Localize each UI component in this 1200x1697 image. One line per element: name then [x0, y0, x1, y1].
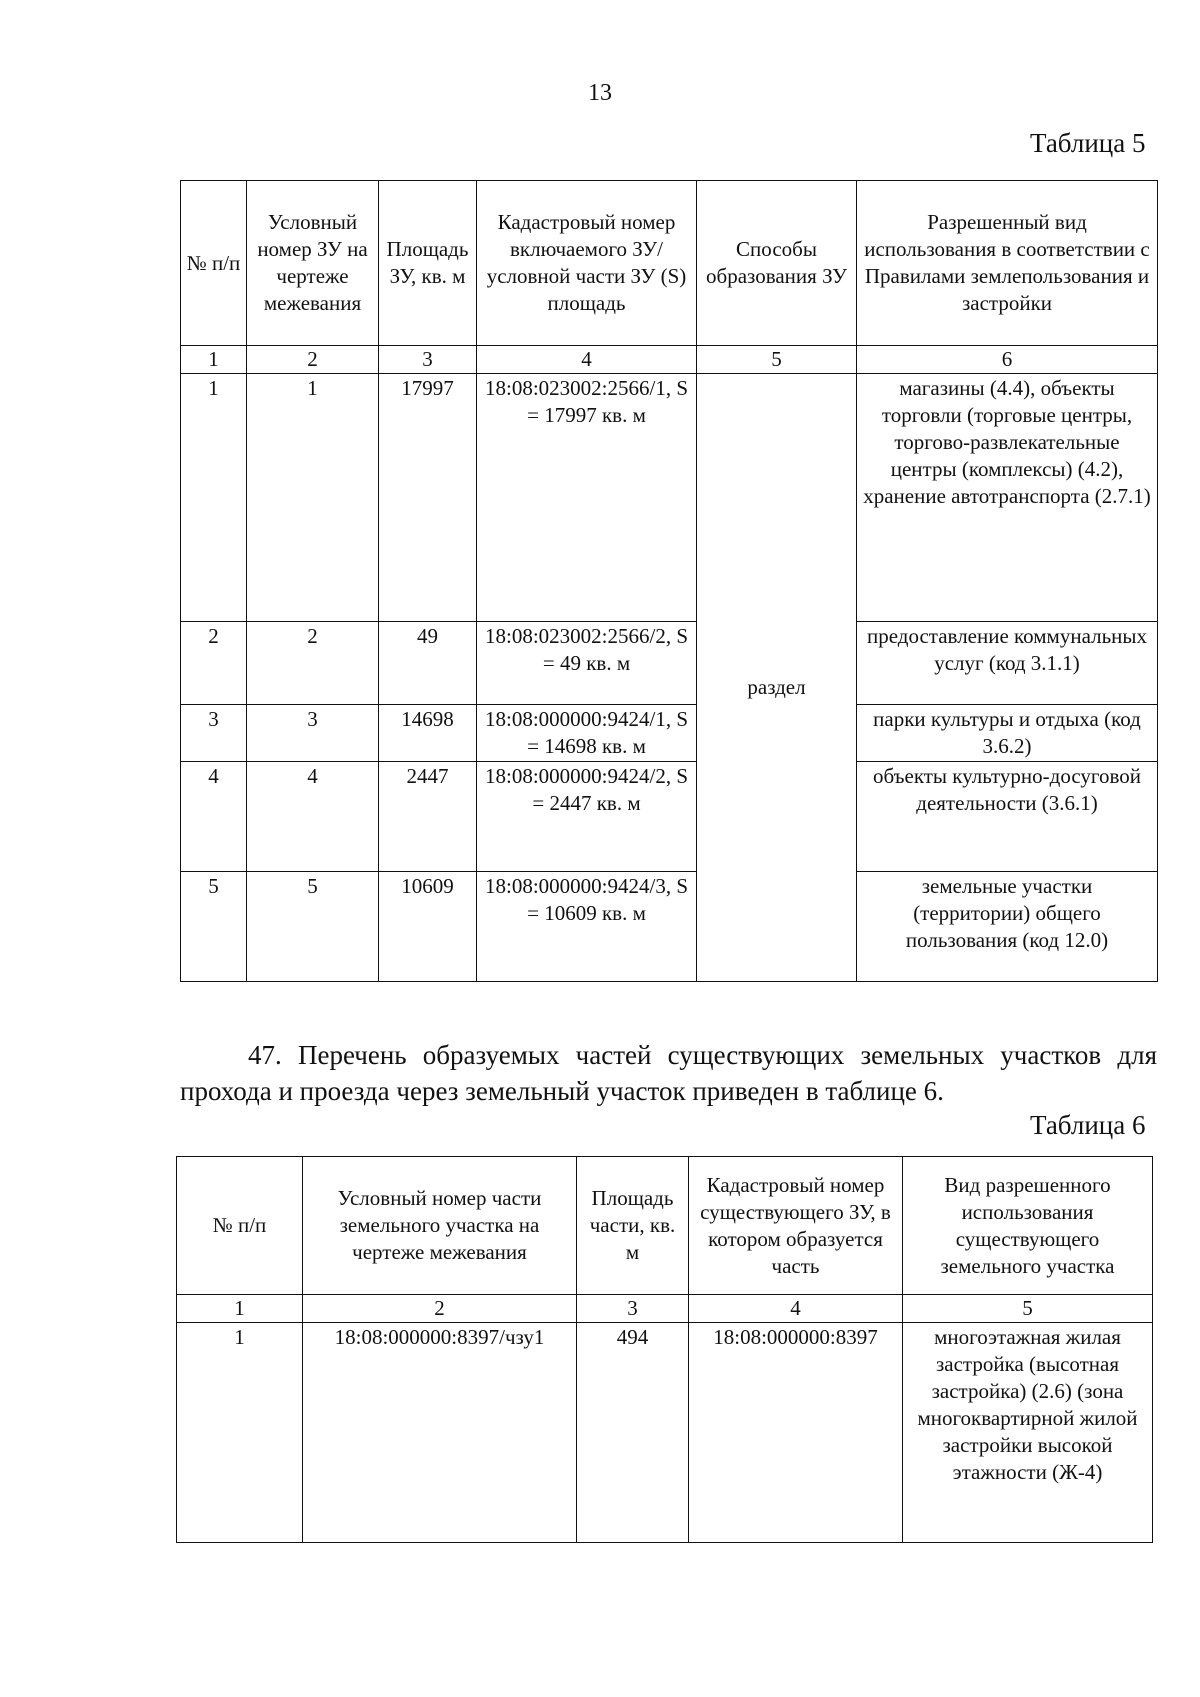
page-number: 13 — [588, 80, 612, 106]
cell-index: 1 — [177, 1323, 303, 1543]
cell-cond-number: 2 — [247, 622, 379, 705]
table6-colnum: 2 — [303, 1295, 577, 1323]
table5-header-permitted-use: Разрешенный вид использования в соответствии с Правилами землепользования и застройки — [857, 181, 1158, 346]
table5-header-method: Способы образования ЗУ — [697, 181, 857, 346]
cell-permitted-use: парки культуры и отдыха (код 3.6.2) — [857, 705, 1158, 762]
table5-colnum: 3 — [379, 346, 477, 374]
cell-cond-number: 3 — [247, 705, 379, 762]
table5-colnum: 6 — [857, 346, 1158, 374]
cell-cadastral: 18:08:000000:9424/2, S = 2447 кв. м — [477, 762, 697, 872]
table6-colnum: 1 — [177, 1295, 303, 1323]
table-row — [181, 872, 1158, 982]
table6-caption: Таблица 6 — [1030, 1110, 1146, 1140]
cell-cadastral: 18:08:023002:2566/1, S = 17997 кв. м — [477, 374, 697, 622]
table-row — [181, 762, 1158, 872]
cell-index: 1 — [181, 374, 247, 622]
table6-header-permitted-use: Вид разрешенного использования существующего земельного участка — [903, 1157, 1153, 1295]
table5-caption: Таблица 5 — [1030, 128, 1146, 158]
cell-area: 14698 — [379, 705, 477, 762]
cell-permitted-use: земельные участки (территории) общего пользования (код 12.0) — [857, 872, 1158, 982]
paragraph-47: 47. Перечень образуемых частей существующих земельных участков для прохода и проезда через земельный участок приведен в таблице 6. — [180, 1040, 1157, 1106]
table5-header-index: № п/п — [181, 181, 247, 346]
table6-header-row — [177, 1157, 1153, 1295]
cell-index: 4 — [181, 762, 247, 872]
cell-method — [697, 374, 857, 982]
table-row — [181, 705, 1158, 762]
table6-colnum: 5 — [903, 1295, 1153, 1323]
table-row — [181, 622, 1158, 705]
table6-header-area: Площадь части, кв. м — [577, 1157, 689, 1295]
cell-area: 494 — [577, 1323, 689, 1543]
table5-header-row — [181, 181, 1158, 346]
table5-header-cond-number: Условный номер ЗУ на чертеже межевания — [247, 181, 379, 346]
table5-colnum: 1 — [181, 346, 247, 374]
method-text: раздел — [747, 675, 806, 699]
cell-area: 49 — [379, 622, 477, 705]
cell-index: 2 — [181, 622, 247, 705]
cell-cadastral: 18:08:023002:2566/2, S = 49 кв. м — [477, 622, 697, 705]
cell-area: 17997 — [379, 374, 477, 622]
cell-cadastral: 18:08:000000:8397 — [689, 1323, 903, 1543]
table5-colnum: 2 — [247, 346, 379, 374]
cell-cond-number: 18:08:000000:8397/чзу1 — [303, 1323, 577, 1543]
table6-column-numbers — [177, 1295, 1153, 1323]
cell-index: 3 — [181, 705, 247, 762]
table6-header-index: № п/п — [177, 1157, 303, 1295]
table6-header-cond-number: Условный номер части земельного участка на чертеже межевания — [303, 1157, 577, 1295]
cell-cadastral: 18:08:000000:9424/3, S = 10609 кв. м — [477, 872, 697, 982]
table-row — [181, 374, 1158, 622]
table5-header-cadastral: Кадастровый номер включаемого ЗУ/ условной части ЗУ (S) площадь — [477, 181, 697, 346]
table5-colnum: 5 — [697, 346, 857, 374]
cell-permitted-use: магазины (4.4), объекты торговли (торговые центры, торгово-развлекательные центры (комплексы) (4.2), хранение автотранспорта (2.7.1) — [857, 374, 1158, 622]
cell-cond-number: 5 — [247, 872, 379, 982]
cell-index: 5 — [181, 872, 247, 982]
cell-area: 2447 — [379, 762, 477, 872]
cell-cond-number: 4 — [247, 762, 379, 872]
table5-column-numbers — [181, 346, 1158, 374]
cell-permitted-use: предоставление коммунальных услуг (код 3.1.1) — [857, 622, 1158, 705]
table5 — [180, 180, 1158, 982]
table6-header-cadastral: Кадастровый номер существующего ЗУ, в котором образуется часть — [689, 1157, 903, 1295]
cell-permitted-use: объекты культурно-досуговой деятельности (3.6.1) — [857, 762, 1158, 872]
table-row — [177, 1323, 1153, 1543]
table5-header-area: Площадь ЗУ, кв. м — [379, 181, 477, 346]
table5-colnum: 4 — [477, 346, 697, 374]
cell-cond-number: 1 — [247, 374, 379, 622]
cell-permitted-use: многоэтажная жилая застройка (высотная застройка) (2.6) (зона многоквартирной жилой застройки высокой этажности (Ж-4) — [903, 1323, 1153, 1543]
cell-area: 10609 — [379, 872, 477, 982]
table6-colnum: 4 — [689, 1295, 903, 1323]
table6 — [176, 1156, 1153, 1543]
cell-cadastral: 18:08:000000:9424/1, S = 14698 кв. м — [477, 705, 697, 762]
table6-colnum: 3 — [577, 1295, 689, 1323]
